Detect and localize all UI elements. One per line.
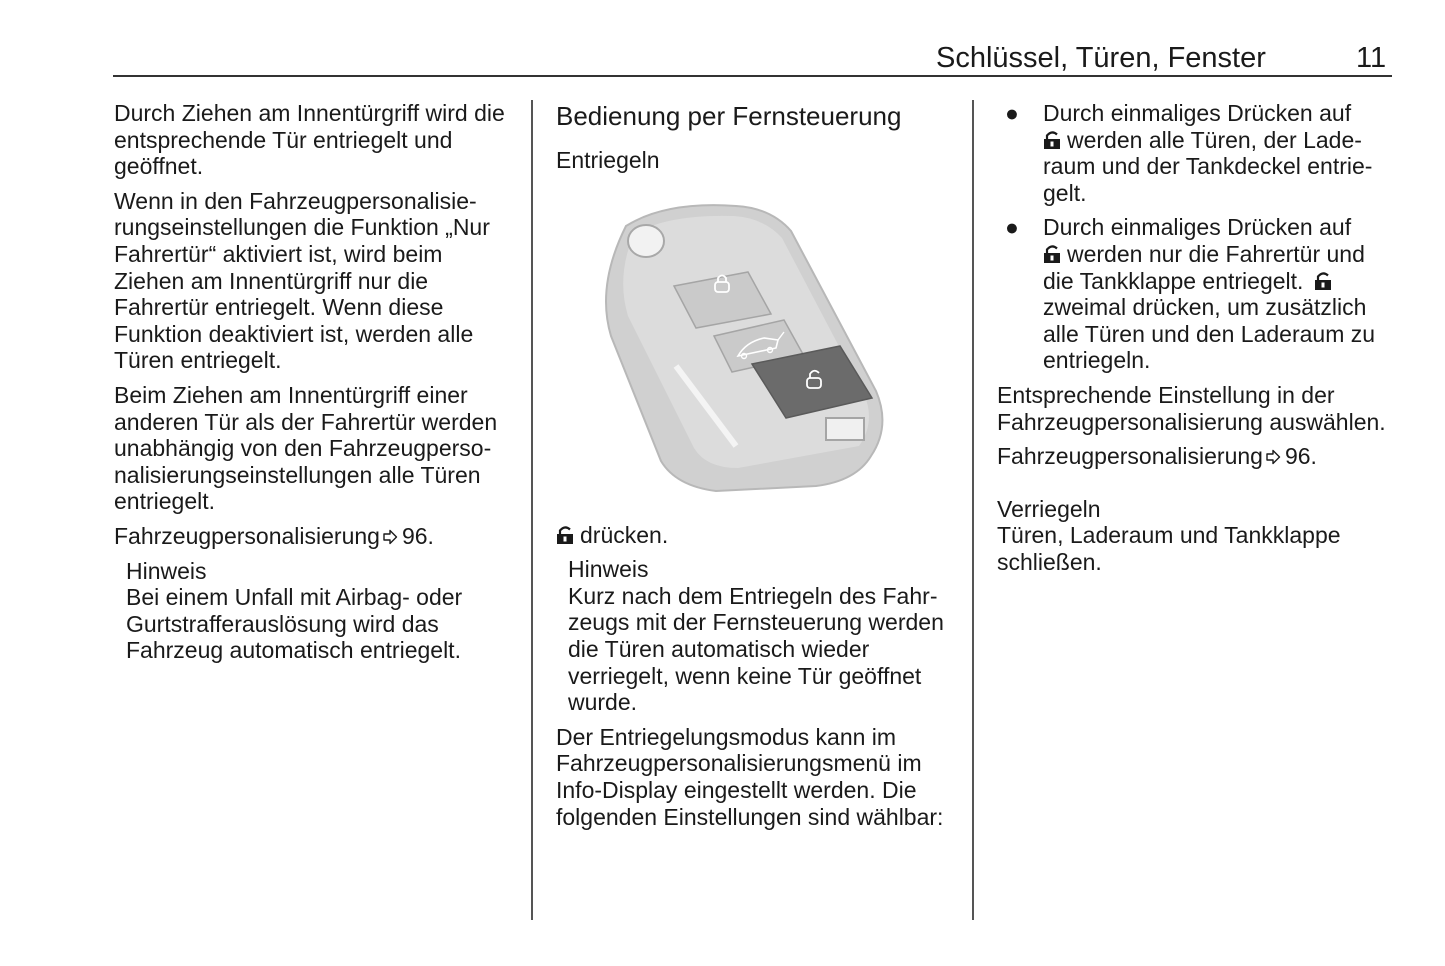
unlock-icon [1314, 271, 1332, 291]
column-1 [114, 100, 519, 672]
column-2 [556, 100, 961, 838]
cross-reference[interactable] [114, 523, 519, 550]
section-title: Bedienung per Fernsteuerung [556, 101, 902, 131]
cross-reference-page: 96. [401, 522, 434, 549]
note-box [126, 558, 519, 664]
note-title: Hinweis [568, 556, 649, 583]
reference-arrow-icon [1265, 449, 1281, 465]
note-text: Kurz nach dem Entriegeln des Fahrzeugs mit der Fernsteuerung werden die Türen automatisch wieder verriegelt, wenn keine Tür geöffnet wurde. [568, 582, 944, 716]
reference-arrow-icon [382, 529, 398, 545]
list-item [997, 100, 1397, 206]
paragraph: Der Entriegelungsmodus kann im Fahrzeugpersonalisierungsmenü im Info-Display eingestellt werden. Die folgenden Einstellungen sind wählbar: [556, 723, 944, 830]
cross-reference-text: Fahrzeugpersonalisierung [114, 522, 380, 549]
list-item-text: werden nur die Fahrertür und die Tankklappe entriegelt. [1043, 240, 1365, 294]
column-divider [972, 100, 974, 920]
list-item-text: zweimal drücken, um zusätzlich alle Türen und den Laderaum zu entriegeln. [1043, 294, 1376, 374]
unlock-icon [1043, 244, 1061, 264]
unlock-icon [556, 525, 574, 545]
column-3 [997, 100, 1397, 576]
press-text: drücken. [580, 521, 669, 548]
key-fob-illustration [556, 186, 956, 506]
list-item-text: Durch einmaliges Drücken auf [1043, 214, 1352, 241]
cross-reference[interactable] [997, 443, 1397, 470]
list-item-text: Durch einmaliges Drücken auf [1043, 100, 1352, 126]
settings-list [997, 100, 1397, 374]
paragraph: Durch Ziehen am Innentürgriff wird die entsprechende Tür entriegelt und geöffnet. [114, 100, 505, 180]
header-rule [113, 75, 1392, 77]
spacer [997, 478, 1397, 496]
bullet: ● [1005, 100, 1019, 126]
paragraph: Beim Ziehen am Innentürgriff einer anderen Tür als der Fahrertür werden unabhängig von den Fahrzeugpersonalisierungseinstellungen alle Türen entriegelt. [114, 381, 498, 515]
subsection-title: Verriegeln [997, 495, 1101, 522]
note-text: Bei einem Unfall mit Airbag- oder Gurtstrafferauslösung wird das Fahrzeug automatisch entriegelt. [126, 584, 463, 664]
note-title: Hinweis [126, 557, 207, 584]
paragraph: Entsprechende Einstellung in der Fahrzeugpersonalisierung auswählen. [997, 381, 1386, 435]
unlock-icon [1043, 130, 1061, 150]
cross-reference-text: Fahrzeugpersonalisierung [997, 443, 1263, 470]
subsection-title: Entriegeln [556, 147, 660, 173]
press-instruction [556, 522, 961, 549]
paragraph: Türen, Laderaum und Tankklappe schließen. [997, 522, 1341, 575]
list-item [997, 214, 1397, 374]
note-box [568, 556, 961, 716]
page-header-title: Schlüssel, Türen, Fenster [936, 42, 1266, 74]
column-divider [531, 100, 533, 920]
page-number: 11 [1356, 42, 1387, 74]
bullet: ● [1005, 214, 1019, 241]
cross-reference-page: 96. [1284, 443, 1317, 470]
paragraph: Wenn in den Fahrzeugpersonalisierungseinstellungen die Funktion „Nur Fahrertür“ aktiviert ist, wird beim Ziehen am Innentürgriff nur die Fahrertür entriegelt. Wenn diese Funktion deaktiviert ist, werden alle Türen entriegelt. [114, 187, 490, 374]
lock-section [997, 496, 1397, 576]
list-item-text: werden alle Türen, der Laderaum und der Tankdeckel entriegelt. [1043, 126, 1373, 206]
